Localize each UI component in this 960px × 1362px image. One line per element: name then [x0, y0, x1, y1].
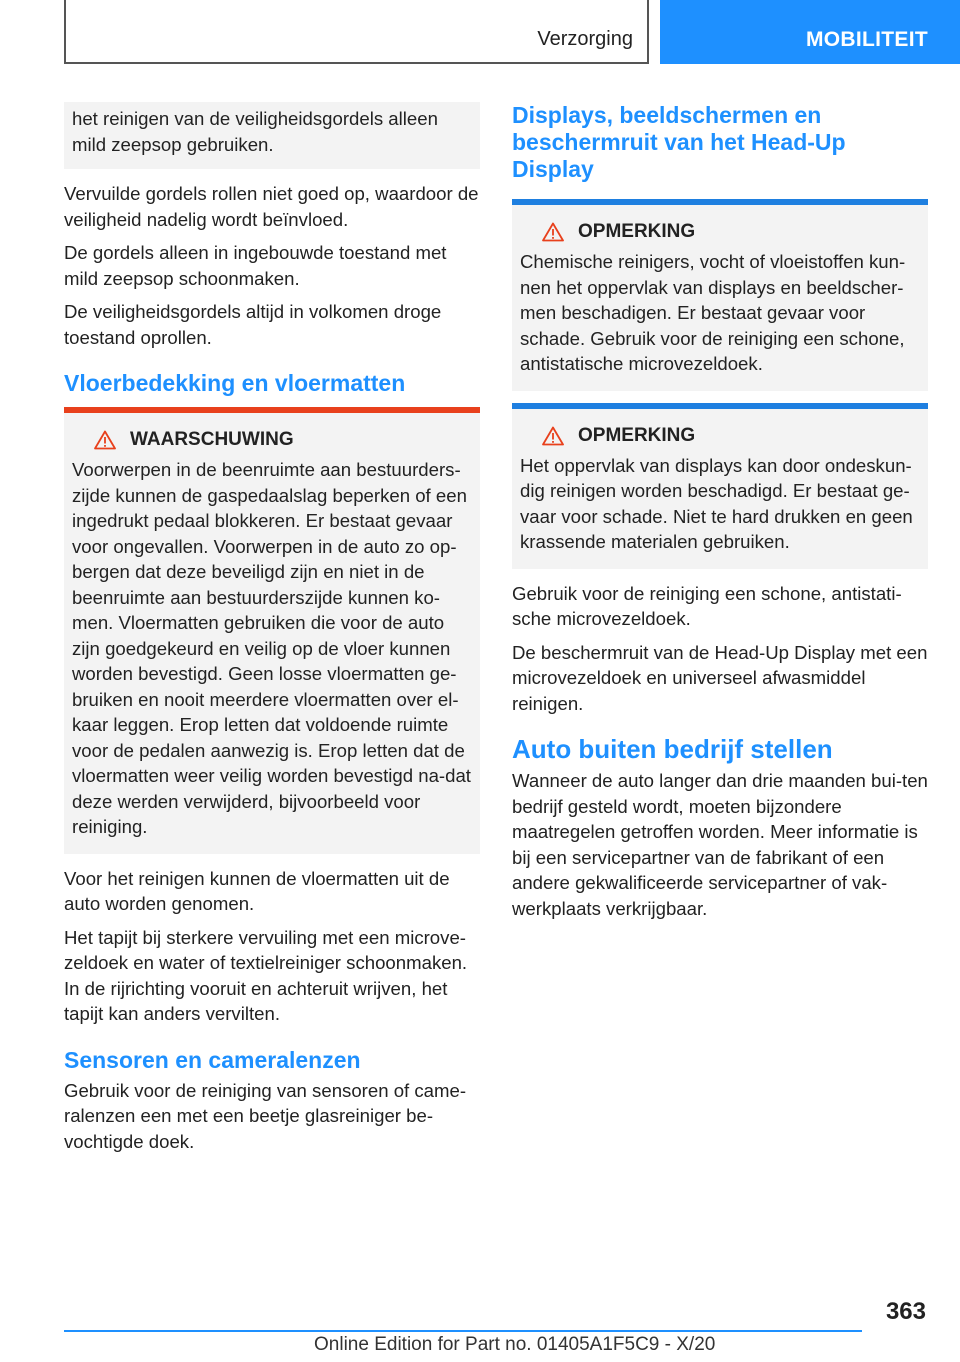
footer-rule	[64, 1330, 862, 1332]
right-column	[512, 102, 928, 929]
footer-edition: Online Edition for Part no. 01405A1F5C9 - X/20	[314, 1334, 716, 1355]
heading-storage: Auto buiten bedrijf stellen	[512, 734, 833, 764]
note-title: OPMERKING	[578, 221, 696, 242]
page-number: 363	[885, 1298, 926, 1325]
heading-displays: Displays, beeldschermen en beschermruit van het Head-Up Display	[512, 102, 846, 182]
warning-triangle-icon	[542, 222, 564, 242]
paragraph: De beschermruit van de Head-Up Display met een microvezeldoek en universeel afwasmiddel reinigen.	[512, 641, 928, 714]
paragraph: Vervuilde gordels rollen niet goed op, waardoor de veiligheid nadelig wordt beïnvloed.	[64, 183, 479, 230]
paragraph: De veiligheidsgordels altijd in volkomen droge toestand oprollen.	[64, 301, 442, 348]
paragraph: Voor het reinigen kunnen de vloermatten uit de auto worden genomen.	[64, 867, 450, 914]
note-text: Het oppervlak van displays kan door ondeskun-dig reinigen worden beschadigd. Er bestaat ge-vaar voor schade. Niet te hard drukken en geen krassende materialen gebruiken.	[520, 454, 913, 552]
warning-text: Voorwerpen in de beenruimte aan bestuurders-zijde kunnen de gaspedaalslag beperken of een ingedrukt pedaal blokkeren. Er bestaat gevaar voor ongevallen. Voorwerpen in de auto zo op-bergen dat deze beveiligd zijn en niet in de beenruimte aan bestuurderszijde kunnen ko-men. Vloermatten gebruiken die voor de auto zijn goedgekeurd en veilig op de vloer kunnen worden bevestigd. Geen losse vloermatten ge-bruiken en nooit meerdere vloermatten over el-kaar leggen. Erop letten dat voldoende ruimte voor de pedalen aanwezig is. Erop letten dat de vloermatten weer veilig worden bevestigd na-dat deze werden verwijderd, bijvoorbeeld voor reiniging.	[72, 459, 471, 837]
header-chapter-box	[660, 0, 960, 64]
header-section-title: Verzorging	[537, 28, 633, 50]
heading-sensors: Sensoren en cameralenzen	[64, 1046, 361, 1073]
warning-triangle-icon	[94, 430, 116, 450]
storage-text: Wanneer de auto langer dan drie maanden bui-ten bedrijf gesteld wordt, moeten bijzondere maatregelen getroffen worden. Meer informatie is bij een servicepartner van de fabrikant of een andere gekwalificeerde servicepartner of vak-werkplaats verkrijgbaar.	[512, 770, 928, 919]
note-text: Chemische reinigers, vocht of vloeistoffen kun-nen het oppervlak van displays en beeldscher-men beschadigen. Er bestaat gevaar voor schade. Gebruik voor de reiniging een schone, antistatische microvezeldoek.	[520, 251, 906, 374]
paragraph: Het tapijt bij sterkere vervuiling met een microve-zeldoek en water of textielreiniger schoonmaken. In de rijrichting vooruit en achteruit wrijven, het tapijt kan anders vervilten.	[64, 926, 468, 1024]
header-chapter-title: MOBILITEIT	[806, 28, 928, 51]
note-title: OPMERKING	[578, 424, 696, 446]
paragraph: De gordels alleen in ingebouwde toestand met mild zeepsop schoonmaken.	[64, 242, 447, 289]
sensors-text: Gebruik voor de reiniging van sensoren of came-ralenzen een met een beetje glasreiniger be-vochtigde doek.	[64, 1079, 467, 1152]
header-section-box	[64, 0, 649, 64]
warning-title: WAARSCHUWING	[130, 429, 294, 450]
left-column	[64, 102, 480, 1162]
warning-triangle-icon	[542, 426, 564, 446]
note-box	[512, 199, 928, 391]
paragraph: Gebruik voor de reiniging een schone, antistati-sche microvezeldoek.	[512, 582, 902, 629]
intro-box-text: het reinigen van de veiligheidsgordels alleen mild zeepsop gebruiken.	[72, 108, 438, 155]
warning-box	[64, 407, 480, 854]
intro-box	[64, 102, 480, 169]
note-box	[512, 403, 928, 569]
heading-floor-mats: Vloerbedekking en vloermatten	[64, 370, 406, 396]
